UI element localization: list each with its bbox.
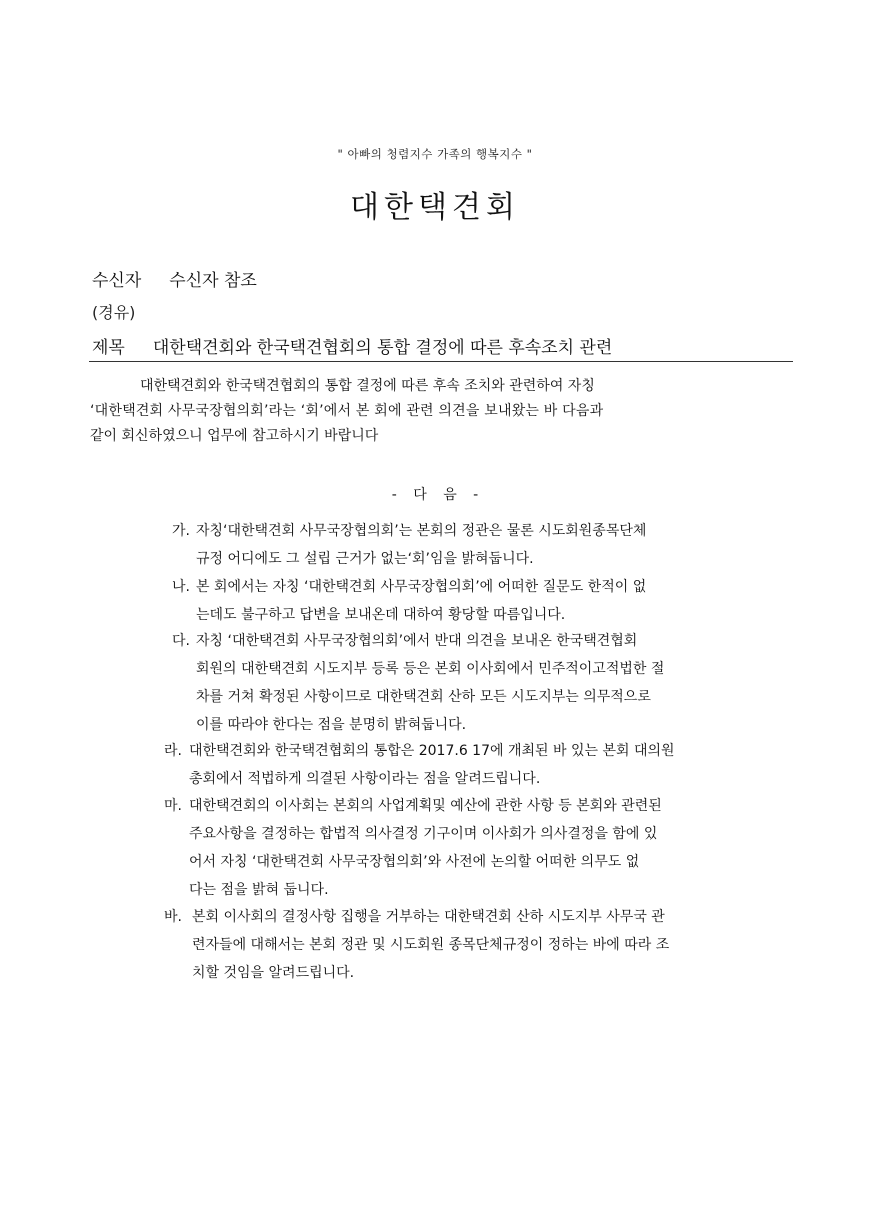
item-line: 련자들에 대해서는 본회 정관 및 시도회원 종목단체규정이 정하는 바에 따라 조 [192,937,670,953]
intro-line: ‘대한택견회 사무국장협의회’라는 ‘회’에서 본 회에 관련 의견을 보내왔는 바 다음과 [90,403,604,419]
subject-underline [89,361,793,362]
item-line: 대한택견회와 한국택견협회의 통합은 2017.6 17에 개최된 바 있는 본회 대의원 [189,743,675,759]
intro-line: 대한택견회와 한국택견협회의 통합 결정에 따른 후속 조치와 관련하여 자칭 [140,378,595,394]
item-line: 치할 것임을 알려드립니다. [192,965,355,981]
item-line: 주요사항을 결정하는 합법적 의사결정 기구이며 이사회가 의사결정을 함에 있 [189,826,658,842]
item-line: 본회 이사회의 결정사항 집행을 거부하는 대한택견회 산하 시도지부 사무국 관 [192,909,665,925]
organization-title: 대한택견회 [350,190,520,225]
item-line: 회원의 대한택견회 시도지부 등록 등은 본회 이사회에서 민주적이고적법한 절 [196,661,665,677]
recipient-row [92,266,257,291]
recipient-value: 수신자 참조 [169,271,257,291]
item-line: 규정 어디에도 그 설립 근거가 없는‘회’임을 밝혀둡니다. [196,551,534,567]
item-marker: 라. [164,743,182,759]
item-line: 자칭‘대한택견회 사무국장협의회’는 본회의 정관은 물론 시도회원종목단체 [196,523,647,539]
item-line: 총회에서 적법하게 의결된 사항이라는 점을 알려드립니다. [189,771,541,787]
item-line: 어서 자칭 ‘대한택견회 사무국장협의회’와 사전에 논의할 어떠한 의무도 없 [189,854,640,870]
subject-value: 대한택견회와 한국택견협회의 통합 결정에 따른 후속조치 관련 [152,338,613,358]
subject-label: 제목 [92,338,125,358]
item-marker: 바. [164,909,182,925]
item-marker: 마. [164,798,182,814]
item-marker: 나. [172,579,190,595]
section-divider: - 다 음 - [391,487,479,503]
item-line: 이를 따라야 한다는 점을 분명히 밝혀둡니다. [196,717,467,733]
item-line: 대한택견회의 이사회는 본회의 사업계획및 예산에 관한 사항 등 본회와 관련된 [189,798,662,814]
item-line: 차를 거쳐 확정된 사항이므로 대한택견회 산하 모든 시도지부는 의무적으로 [196,689,651,705]
item-line: 본 회에서는 자칭 ‘대한택견회 사무국장협의회’에 어떠한 질문도 한적이 없 [196,579,647,595]
item-line: 다는 점을 밝혀 둡니다. [189,882,329,898]
subject-row [92,333,612,358]
item-marker: 가. [172,523,190,539]
recipient-label: 수신자 [92,271,142,291]
item-line: 는데도 불구하고 답변을 보내온데 대하여 황당할 따름입니다. [196,607,566,623]
item-marker: 다. [172,633,190,649]
via-label: (경유) [92,303,136,322]
via-row [92,300,135,323]
intro-paragraph [90,374,790,449]
intro-line: 같이 회신하였으니 업무에 참고하시기 바랍니다 [90,428,379,444]
item-line: 자칭 ‘대한택견회 사무국장협의회’에서 반대 의견을 보내온 한국택견협회 [196,633,638,649]
slogan: " 아빠의 청렴지수 가족의 행복지수 " [337,147,533,161]
